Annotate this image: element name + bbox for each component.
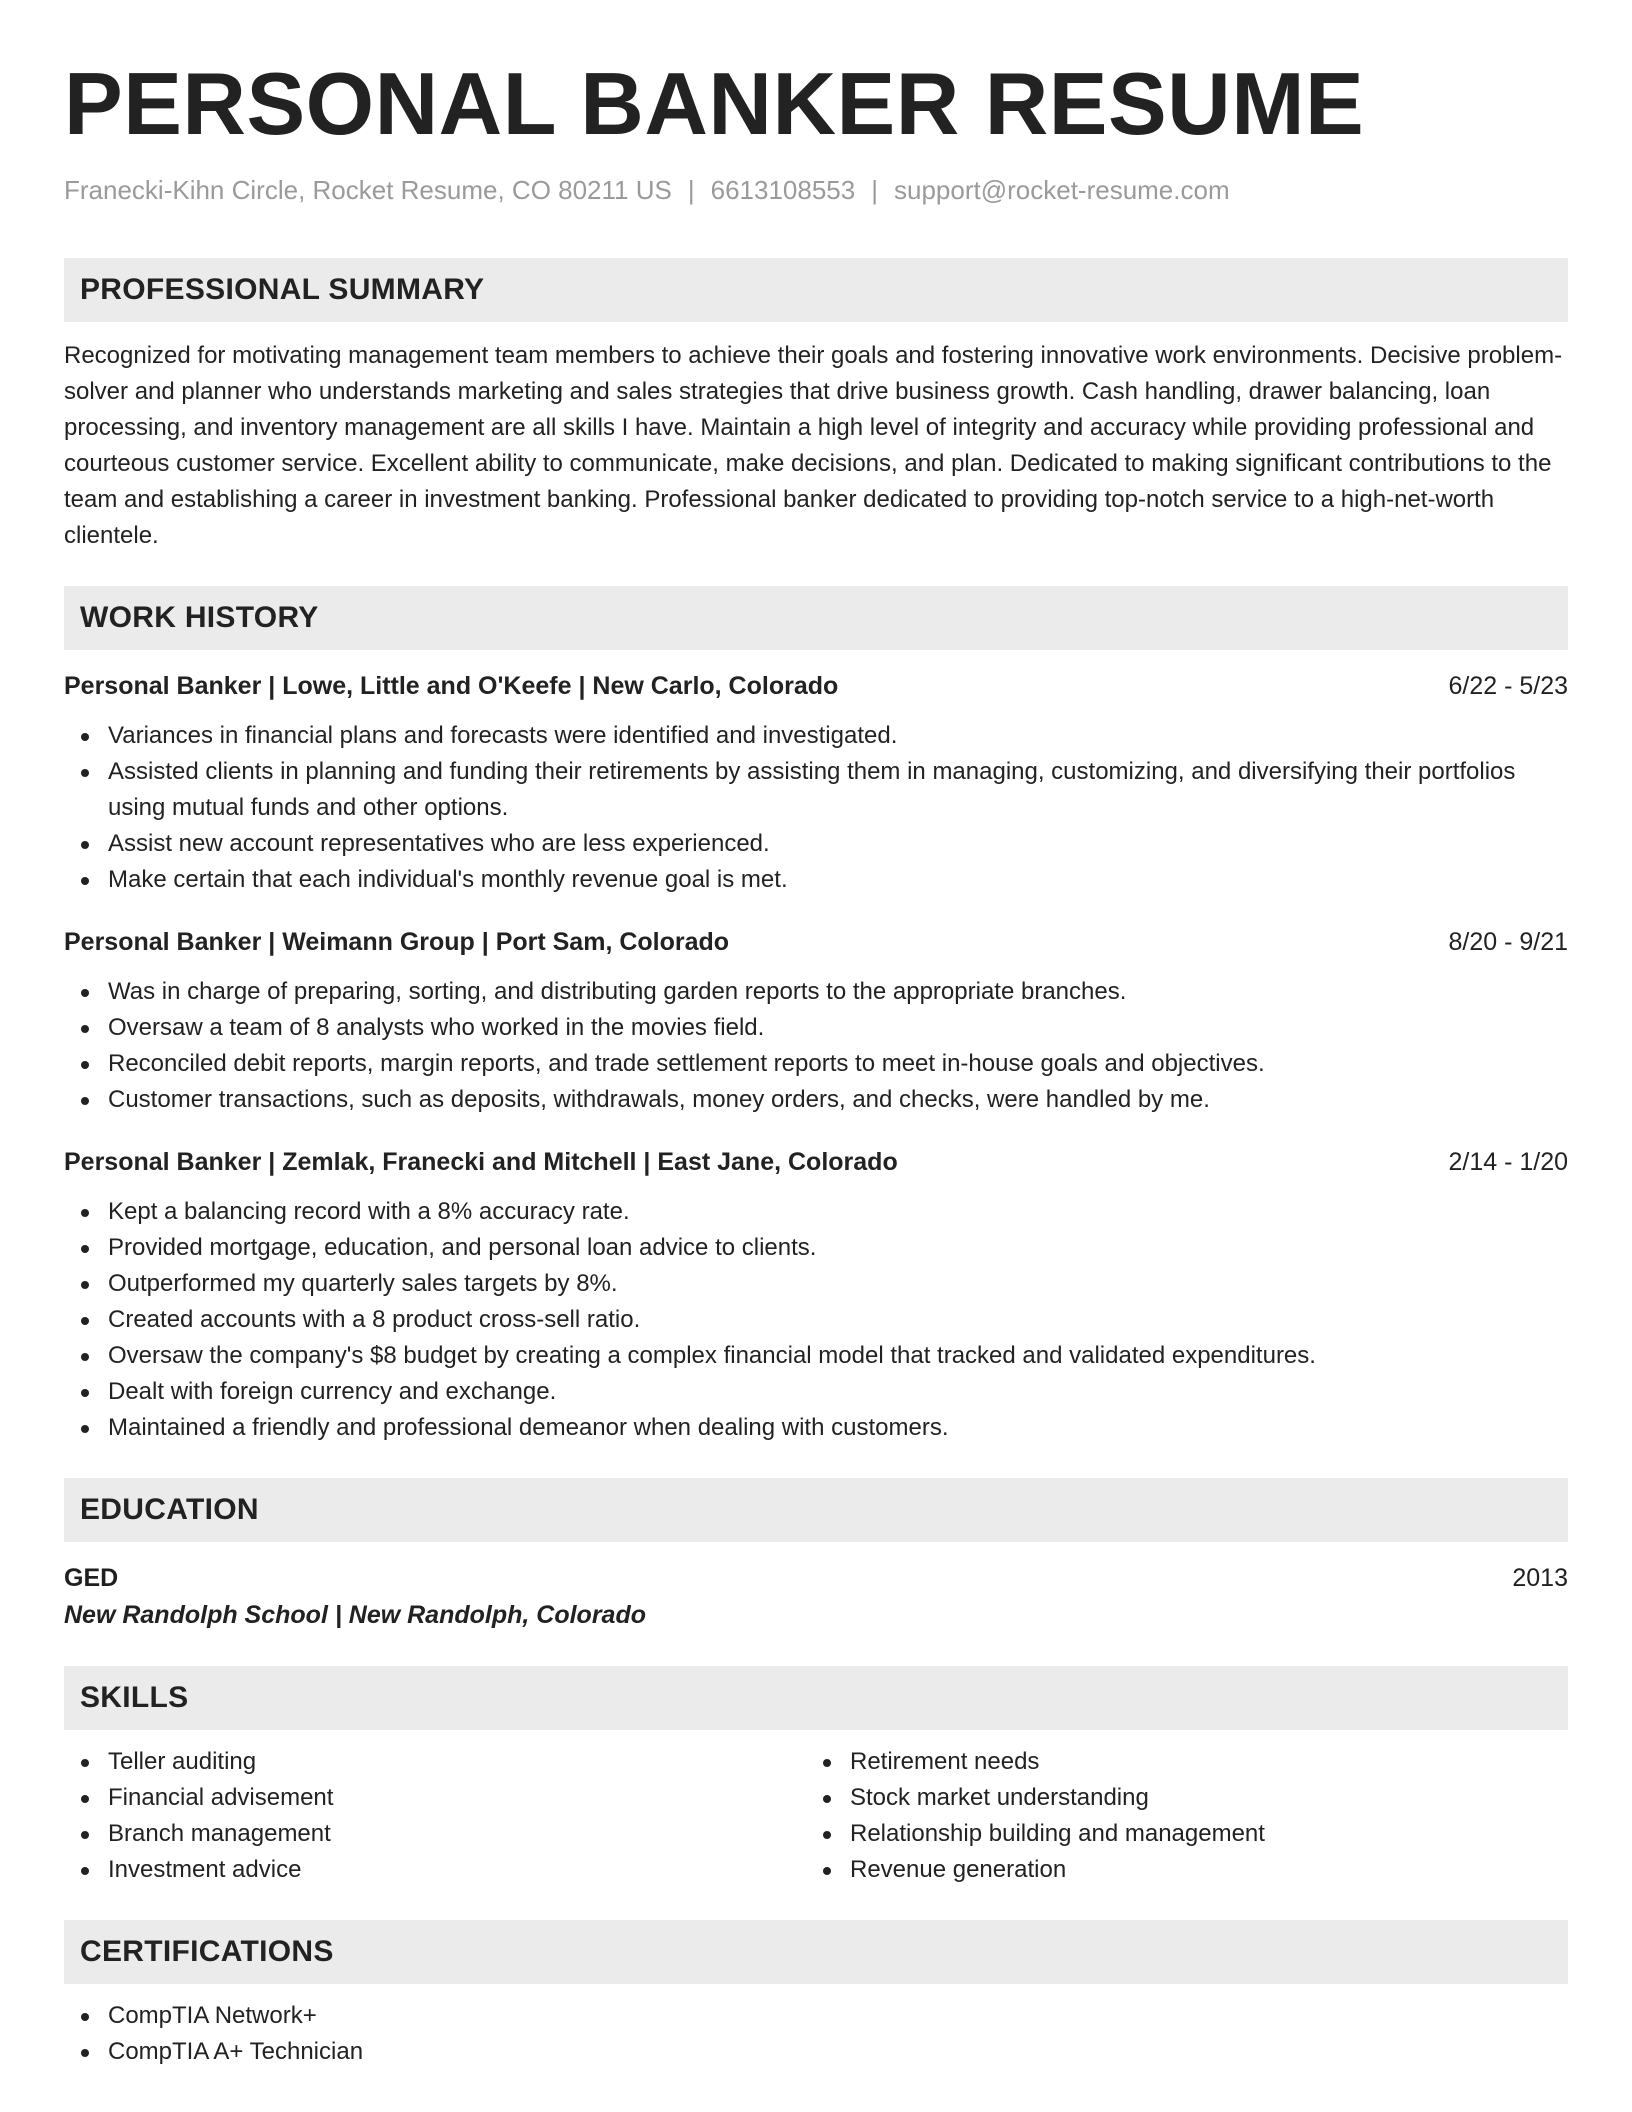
job-entry [64,924,1568,1118]
certification-bullets [64,1998,1568,2070]
job-bullet: Customer transactions, such as deposits, withdrawals, money orders, and checks, were handled by me. [64,1082,1568,1118]
skills-column-left [64,1744,806,1888]
education-school: New Randolph School | New Randolph, Colorado [64,1601,646,1629]
skills-grid [64,1744,1568,1888]
certifications-list [64,1998,1568,2070]
job-bullet: Dealt with foreign currency and exchange. [64,1374,1568,1410]
section-heading-work-history: WORK HISTORY [64,586,1568,650]
job-header [64,1144,1568,1180]
certification-item: CompTIA A+ Technician [64,2034,1568,2070]
job-entry [64,1144,1568,1446]
contact-line [64,174,1568,206]
job-bullet: Kept a balancing record with a 8% accuracy rate. [64,1194,1568,1230]
job-bullet: Oversaw the company's $8 budget by creating a complex financial model that tracked and validated expenditures. [64,1338,1568,1374]
skill-item: Revenue generation [806,1852,1548,1888]
resume-title: PERSONAL BANKER RESUME [64,54,1365,153]
contact-separator: | [687,175,695,205]
education-entry [64,1560,1568,1634]
job-bullet: Reconciled debit reports, margin reports, and trade settlement reports to meet in-house goals and objectives. [64,1046,1568,1082]
job-bullet: Assisted clients in planning and funding their retirements by assisting them in managing, customizing, and diversifying their portfolios using mutual funds and other options. [64,754,1568,826]
skill-item: Investment advice [64,1852,806,1888]
education-header [64,1560,1568,1596]
job-bullets [64,718,1568,898]
skill-item: Teller auditing [64,1744,806,1780]
section-heading-skills: SKILLS [64,1666,1568,1730]
education-year: 2013 [1512,1564,1568,1592]
section-heading-certifications: CERTIFICATIONS [64,1920,1568,1984]
job-dates: 6/22 - 5/23 [1448,672,1568,700]
skill-item: Stock market understanding [806,1780,1548,1816]
job-bullets [64,974,1568,1118]
job-dates: 8/20 - 9/21 [1448,928,1568,956]
job-bullet: Was in charge of preparing, sorting, and distributing garden reports to the appropriate branches. [64,974,1568,1010]
job-header [64,668,1568,704]
skill-item: Financial advisement [64,1780,806,1816]
skill-item: Relationship building and management [806,1816,1548,1852]
job-bullet: Outperformed my quarterly sales targets by 8%. [64,1266,1568,1302]
job-title: Personal Banker | Lowe, Little and O'Keefe | New Carlo, Colorado [64,672,839,700]
job-bullet: Oversaw a team of 8 analysts who worked in the movies field. [64,1010,1568,1046]
contact-phone: 6613108553 [710,175,856,205]
skill-item: Retirement needs [806,1744,1548,1780]
job-dates: 2/14 - 1/20 [1448,1148,1568,1176]
job-bullet: Variances in financial plans and forecasts were identified and investigated. [64,718,1568,754]
job-title: Personal Banker | Zemlak, Franecki and Mitchell | East Jane, Colorado [64,1148,898,1176]
section-heading-education: EDUCATION [64,1478,1568,1542]
certification-item: CompTIA Network+ [64,1998,1568,2034]
job-bullet: Provided mortgage, education, and personal loan advice to clients. [64,1230,1568,1266]
summary-text: Recognized for motivating management team members to achieve their goals and fostering innovative work environments. Decisive problem-solver and planner who understands marketing and sales strategies that drive business growth. Cash handling, drawer balancing, loan processing, and inventory management are all skills I have. Maintain a high level of integrity and accuracy while providing professional and courteous customer service. Excellent ability to communicate, make decisions, and plan. Dedicated to making significant contributions to the team and establishing a career in investment banking. Professional banker dedicated to providing top-notch service to a high-net-worth clientele. [64,342,1563,549]
job-header [64,924,1568,960]
job-bullets [64,1194,1568,1446]
skills-column-right [806,1744,1548,1888]
skill-item: Branch management [64,1816,806,1852]
job-bullet: Created accounts with a 8 product cross-sell ratio. [64,1302,1568,1338]
contact-separator: | [871,175,878,205]
job-entry [64,668,1568,898]
contact-address: Franecki-Kihn Circle, Rocket Resume, CO 80211 US [64,175,672,205]
education-degree: GED [64,1564,119,1592]
section-heading-summary: PROFESSIONAL SUMMARY [64,258,1568,322]
job-title: Personal Banker | Weimann Group | Port Sam, Colorado [64,928,730,956]
contact-email: support@rocket-resume.com [894,175,1230,205]
job-bullet: Make certain that each individual's monthly revenue goal is met. [64,862,1568,898]
job-bullet: Assist new account representatives who are less experienced. [64,826,1568,862]
job-bullet: Maintained a friendly and professional demeanor when dealing with customers. [64,1410,1568,1446]
